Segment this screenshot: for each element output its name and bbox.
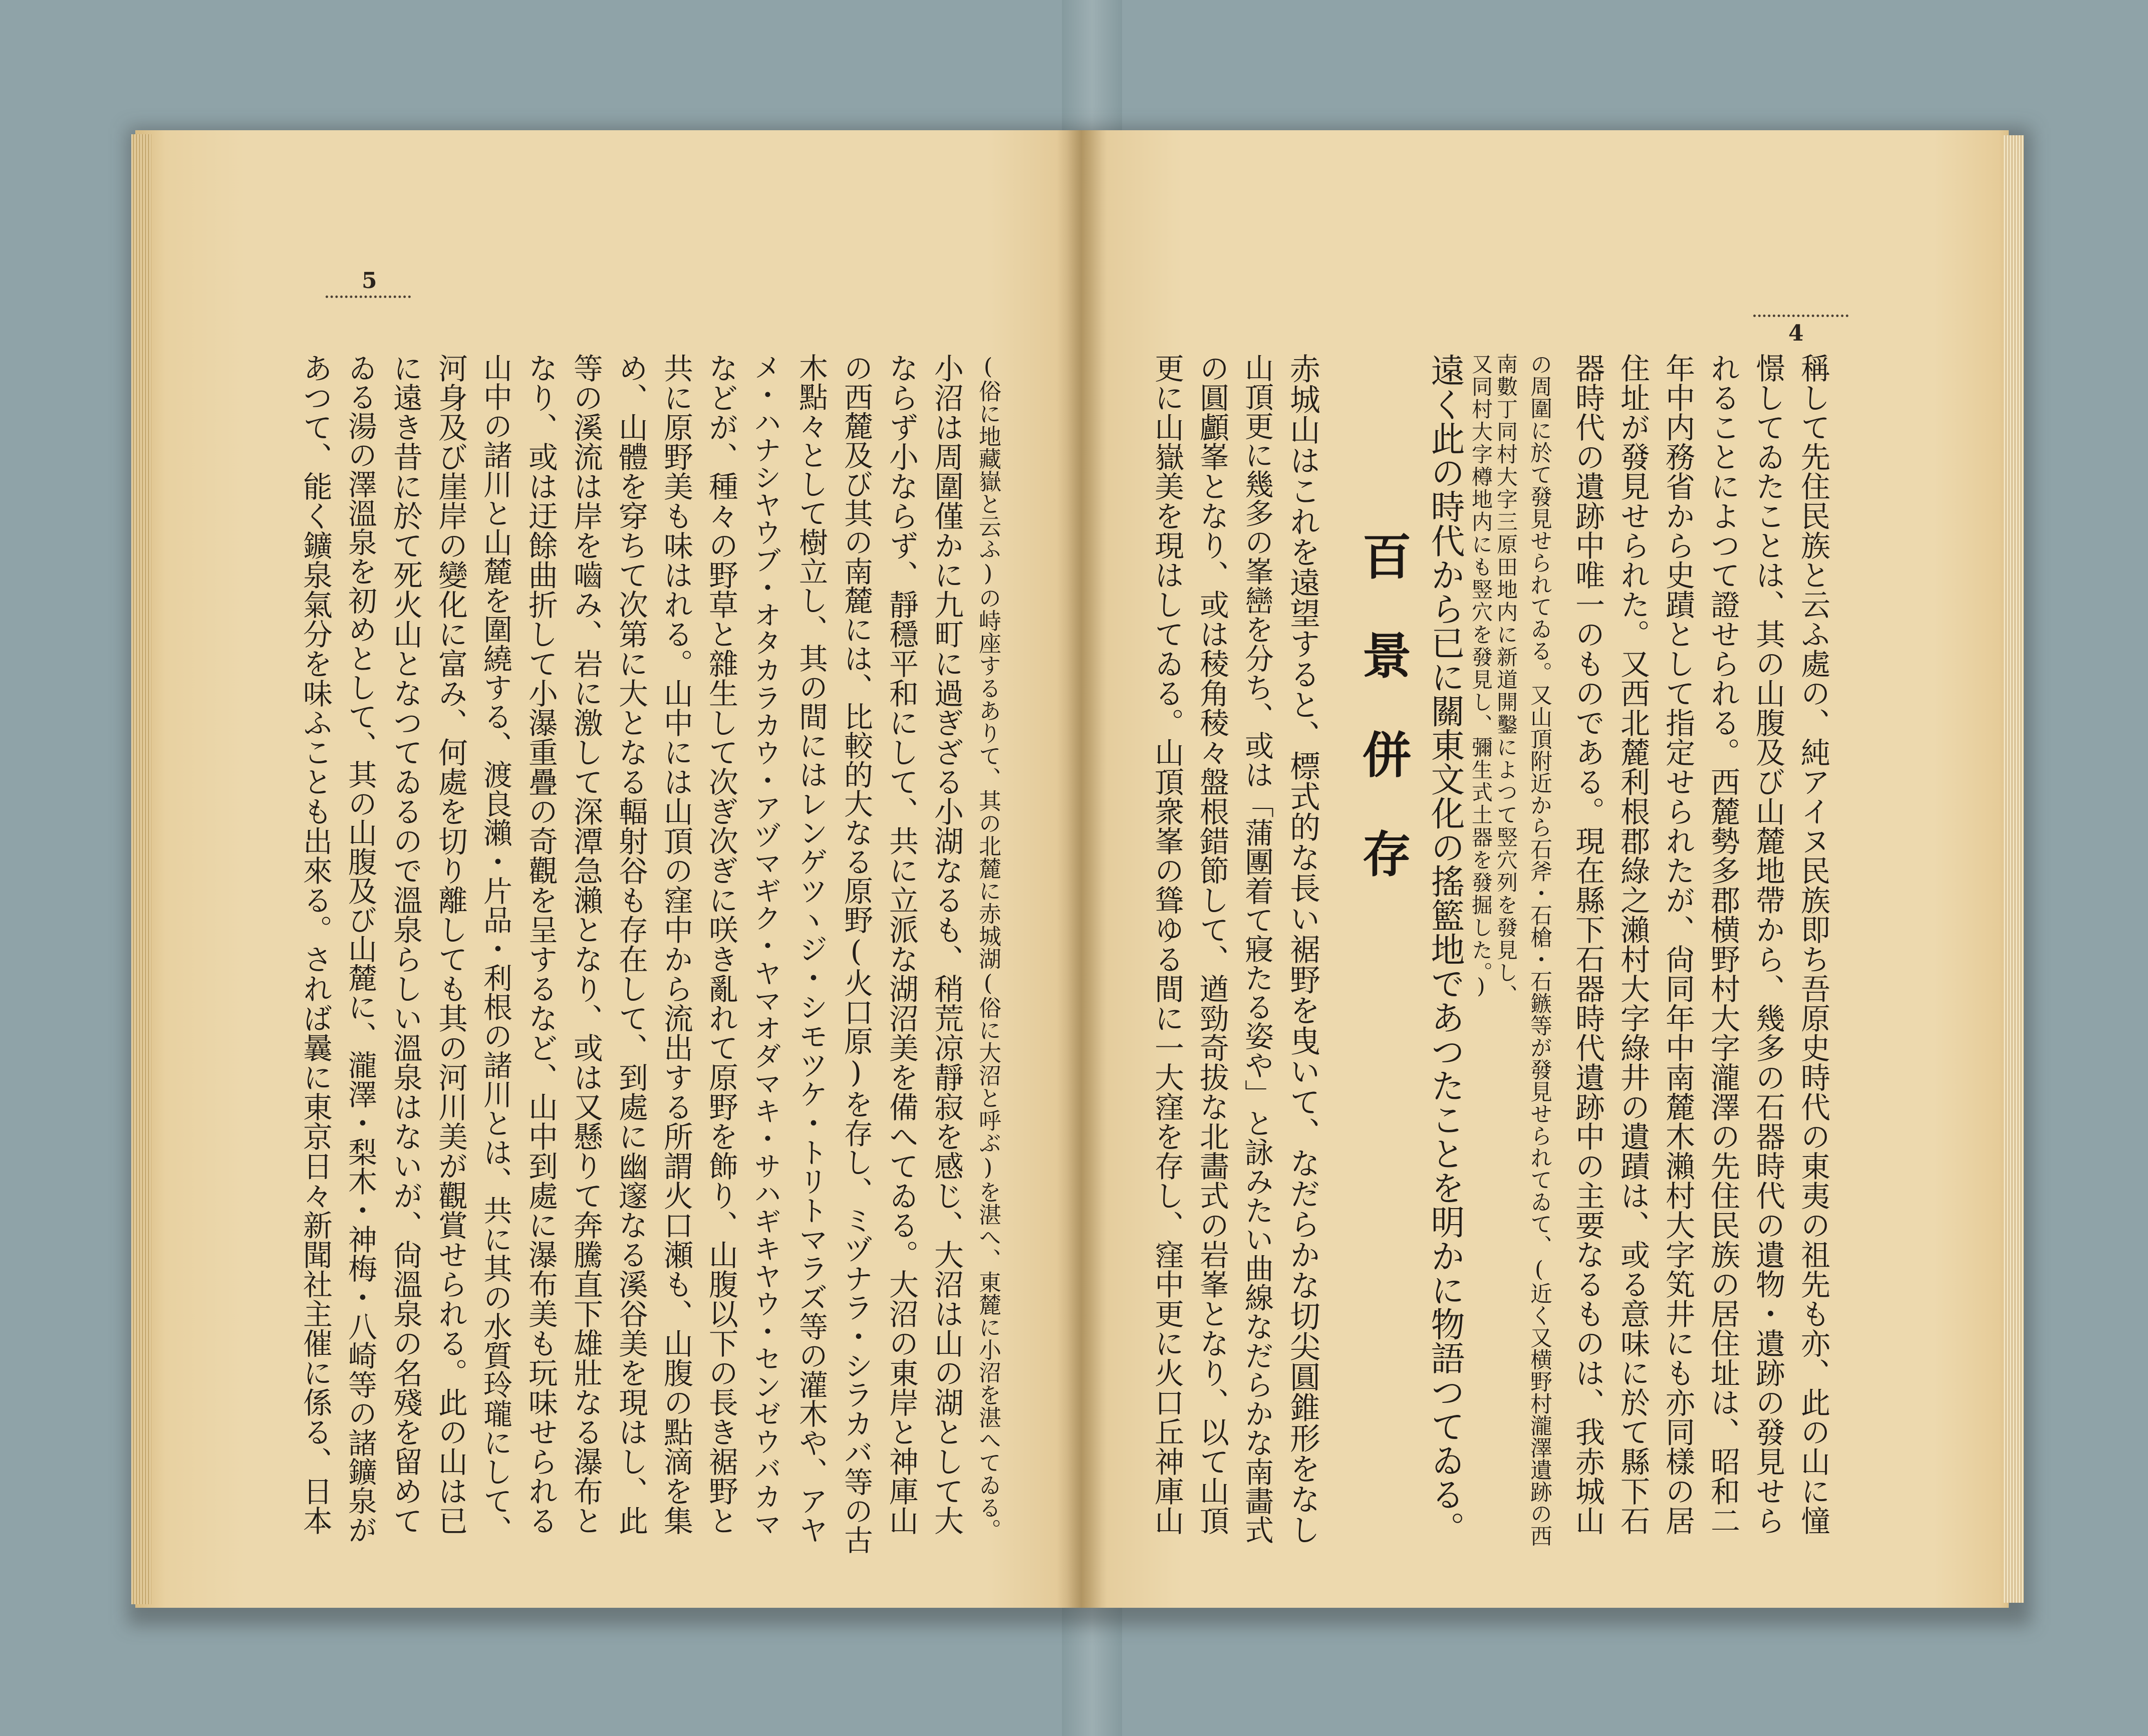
right-line-6: 器時代の遺跡中唯一のものである。現在縣下石器時代遺跡中の主要なるものは、我赤城山 (1570, 353, 1605, 1535)
left-line-16: あつて、能く鑛泉氣分を味ふことも出來る。されば曩に東京日々新聞社主催に係る、日本 (298, 353, 333, 1535)
book-gutter (1057, 130, 1107, 1608)
left-line-1: (俗に地藏嶽と云ふ)の峙座するありて、其の北麓に赤城湖(俗に大沼と呼ぶ)を湛へ、東麓に小沼を湛へてゐる。 (975, 353, 1001, 1541)
left-line-8: 共に原野美も味はれる。山中には山頂の窪中から流出する所謂火口瀬も、山腹の點滴を集 (659, 353, 693, 1535)
right-note-line-2: 又同村大字樽地内にも竪穴を發見し、彌生式土器を發掘した。) (1469, 353, 1493, 1000)
right-note-line-1: 南數丁同村大字三原田地内に新道開鑿によつて竪穴列を發見し、 (1494, 353, 1518, 1007)
left-header-rule (326, 296, 411, 298)
left-line-12: 山中の諸川と山麓を圍繞する、渡良瀨・片品・利根の諸川とは、共に其の水質玲瓏にして、 (478, 353, 512, 1544)
right-line-2: 憬してゐたことは、其の山腹及び山麓地帶から、幾多の石器時代の遺物・遺跡の發見せら (1751, 353, 1785, 1535)
right-line-12: 更に山嶽美を現はしてゐる。山頂衆峯の聳ゆる間に一大窪を存し、窪中更に火口丘神庫山 (1150, 353, 1184, 1535)
right-line-10: 山頂更に幾多の峯巒を分ち、或は「蒲團着て寢たる姿や」と詠みたい曲線なだらかな南畵式 (1240, 353, 1274, 1544)
left-line-7: などが、種々の野草と雜生して次ぎ次ぎに咲き亂れて原野を飾り、山腹以下の長き裾野と (704, 353, 738, 1535)
right-line-9: 赤城山はこれを遠望すると、標式的な長い裾野を曳いて、なだらかな切尖圓錐形をなし (1285, 353, 1320, 1545)
right-line-7: の周圍に於て發見せられてゐる。又山頂附近から石斧・石槍・石鏃等が發見せられてゐて、(近く又横野村瀧澤遺跡の西 (1526, 353, 1552, 1547)
left-line-11: なり、或は迂餘曲折して小瀑重疊の奇觀を呈するなど、山中到處に瀑布美も玩味せられる (523, 353, 558, 1535)
right-line-3: れることによつて證せられる。西麓勢多郡横野村大字瀧澤の先住民族の居住址は、昭和二 (1706, 353, 1740, 1535)
left-line-5: 木點々として樹立し、其の間にはレンゲツヽジ・シモツケ・トリトマラズ等の灌木や、アヤ (794, 353, 828, 1544)
left-line-6: メ・ハナシヤウブ・オタカラカウ・アヅマギク・ヤマオダマキ・サハギキヤウ・センゼウバカマ (749, 353, 781, 1538)
section-title: 百景併存 (1354, 531, 1412, 928)
left-line-2: 小沼は周圍僅かに九町に過ぎざる小湖なるも、稍荒凉靜寂を感じ、大沼は山の湖として大 (929, 353, 964, 1535)
right-header-rule (1753, 315, 1848, 317)
left-line-4: の西麓及び其の南麓には、比較的大なる原野(火口原)を存し、ミヅナラ・シラカバ等の古 (839, 353, 873, 1554)
left-line-14: に遠き昔に於て死火山となつてゐるので溫泉らしい溫泉はないが、尙溫泉の名殘を留めて (388, 353, 423, 1535)
left-line-9: め、山體を穿ちて次第に大となる輻射谷も存在して、到處に幽邃なる溪谷美を現はし、此 (614, 353, 648, 1535)
right-line-8: 遠く此の時代から已に關東文化の搖籃地であつたことを明かに物語つてゐる。 (1425, 353, 1465, 1545)
left-page-edge (131, 134, 151, 1604)
left-line-13: 河身及び崖岸の變化に富み、何處を切り離しても其の河川美が觀賞せられる。此の山は已 (433, 353, 468, 1535)
right-line-11: の圓顱峯となり、或は稜角稜々盤根錯節して、遒勁奇拔な北畵式の岩峯となり、以て山頂 (1195, 353, 1229, 1535)
right-line-1: 稱して先住民族と云ふ處の、純アイヌ民族即ち吾原史時代の東夷の祖先も亦、此の山に憧 (1796, 353, 1830, 1535)
right-line-5: 住址が發見せられた。又西北麓利根郡綠之瀨村大字綠井の遺蹟は、或る意味に於て縣下石 (1616, 353, 1650, 1535)
right-line-4: 年中内務省から史蹟として指定せられたが、尙同年中南麓木瀨村大字笂井にも亦同樣の居 (1661, 353, 1695, 1535)
left-line-10: 等の溪流は岸を嚙み、岩に激して深潭急瀨となり、或は又懸りて奔騰直下雄壯なる瀑布と (569, 353, 603, 1535)
right-page-number: 4 (1788, 321, 1804, 346)
left-line-3: ならず小ならず、靜穩平和にして、共に立派な湖沼美を備へてゐる。大沼の東岸と神庫山 (884, 353, 919, 1535)
left-line-15: ゐる湯の澤溫泉を初めとして、其の山腹及び山麓に、瀧澤・梨木・神梅・八崎等の諸鑛泉が (343, 353, 377, 1544)
right-page-edge (2004, 135, 2024, 1603)
left-page-number: 5 (362, 268, 377, 294)
